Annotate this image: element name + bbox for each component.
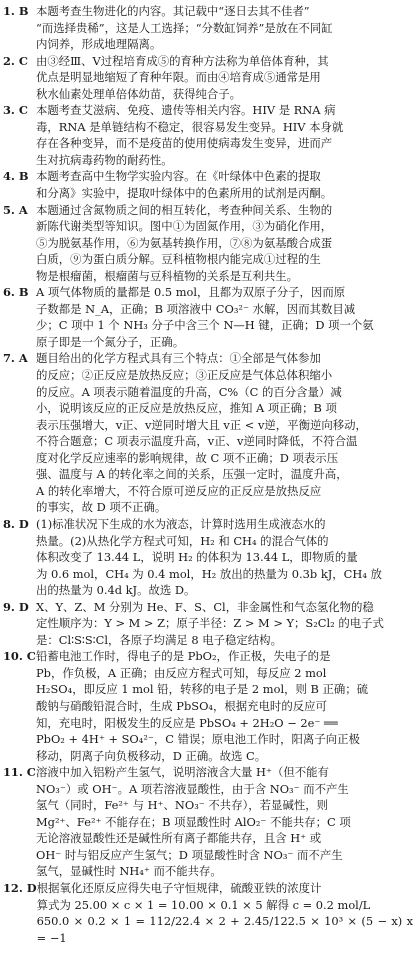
- answer-label: 2. C: [3, 53, 28, 68]
- explanation-line: 知，充电时，阳极发生的反应是 PbSO₄ + 2H₂O − 2e⁻ ══: [36, 715, 338, 730]
- explanation-line: 本题考查生物进化的内容。其记载中“逐日去其不佳者”: [36, 4, 310, 18]
- answer-label: 3. C: [3, 103, 28, 118]
- answer-label: 8. D: [3, 516, 29, 531]
- answer-item: [3, 3, 413, 53]
- explanation-line: (1)标准状况下生成的水为液态，计算时选用生成液态水的: [36, 516, 326, 531]
- explanation-line: 算式为 25.00 × c × 1 = 10.00 × 0.1 × 5 解得 c = 0.2 mol/L: [36, 897, 371, 912]
- answer-explanation: [36, 3, 413, 53]
- explanation-line: 度对化学反应速率的影响规律，故 C 项不正确；D 项表示压: [36, 450, 339, 465]
- explanation-line: 根据氧化还原反应得失电子守恒规律，硫酸亚铁的浓度计: [36, 880, 322, 895]
- explanation-line: 秋水仙素处理单倍体幼苗，获得纯合子。: [36, 86, 242, 101]
- explanation-line: 氢气，显碱性时 NH₄⁺ 而不能共存。: [36, 864, 222, 879]
- explanation-line: 酸钠与硝酸铅混合时，生成 PbSO₄，根据充电时的反应可: [36, 698, 327, 713]
- explanation-line: X、Y、Z、M 分别为 He、F、S、Cl，非金属性和气态氢化物的稳: [36, 599, 374, 614]
- explanation-line: 体积改变了 13.44 L，说明 H₂ 的体积为 13.44 L，即物质的量: [36, 550, 358, 565]
- explanation-line: 的反应。A 项表示随着温度的升高，C%（C 的百分含量）减: [36, 384, 342, 399]
- explanation-line: 少；C 项中 1 个 NH₃ 分子中含三个 N—H 键，正确；D 项一个氨: [36, 318, 374, 333]
- explanation-line: 优点是明显地缩短了育种年限。而由④培育成⑤通常是用: [36, 70, 321, 85]
- answer-item: [3, 168, 413, 201]
- explanation-line: 本题考查高中生物学实验内容。在《叶绿体中色素的提取: [36, 169, 321, 184]
- explanation-line: 毒，RNA 是单链结构不稳定，很容易发生变异。HIV 本身就: [36, 119, 344, 134]
- explanation-line: H₂SO₄，即反应 1 mol 铅，转移的电子是 2 mol，则 B 正确；硫: [36, 682, 369, 697]
- answer-item: [3, 53, 413, 103]
- explanation-line: “而选择贵稀”，这是人工选择；“分数缸饲养”是放在不同缸: [36, 20, 333, 35]
- answer-explanation: [36, 599, 413, 649]
- explanation-line: 表示压强增大，v正、v逆同时增大且 v正 < v逆，平衡逆向移动，: [36, 417, 367, 432]
- explanation-line: 强、温度与 A 的转化率之间的关系，压强一定时，温度升高，: [36, 467, 348, 482]
- answer-item: [3, 350, 413, 515]
- answer-explanation: [36, 102, 413, 168]
- explanation-line: 不符合题意；C 项表示温度升高，v正、v逆同时降低，不符合温: [36, 434, 358, 449]
- answer-label: 9. D: [3, 599, 29, 614]
- answer-item: [3, 516, 413, 599]
- answer-item: [3, 102, 413, 168]
- explanation-line: 由③经Ⅲ、Ⅴ过程培育成⑤的育种方法称为单倍体育种，其: [36, 53, 329, 68]
- answer-explanation: [36, 648, 413, 764]
- explanation-line: NO₃⁻）或 OH⁻。A 项若溶液显酸性，由于含 NO₃⁻ 而不产生: [36, 781, 349, 796]
- explanation-line: 出的热量为 0.4d kJ。故选 D。: [36, 583, 196, 598]
- answer-item: [3, 880, 413, 946]
- explanation-line: A 项气体物质的量都是 0.5 mol，且都为双原子分子，因而原: [36, 285, 346, 300]
- answer-label: 12. D: [3, 880, 37, 895]
- answer-item: [3, 599, 413, 649]
- answer-explanation: [36, 284, 413, 350]
- answer-label: 11. C: [3, 765, 36, 780]
- explanation-line: 的反应；②正反应是放热反应；③正反应是气体总体积缩小: [36, 368, 333, 383]
- explanation-line: 和分离》实验中，提取叶绿体中的色素所用的试剂是丙酮。: [36, 186, 333, 201]
- answer-label: 10. C: [3, 649, 36, 664]
- explanation-line: A 的转化率增大，不符合原可逆反应的正反应是放热反应: [36, 483, 322, 498]
- explanation-line: 存在各种变异，而不是疫苗的使用使病毒发生变异，进而产: [36, 136, 333, 151]
- explanation-line: 内饲养，形成地理隔离。: [36, 37, 162, 52]
- explanation-line: 是：Cl∶S∶S∶Cl，各原子均满足 8 电子稳定结构。: [36, 632, 282, 647]
- explanation-line: 的事实，故 D 项不正确。: [36, 500, 167, 515]
- answer-item: [3, 202, 413, 285]
- explanation-line: 定性顺序为：Y > M > Z；原子半径：Z > M > Y；S₂Cl₂ 的电子式: [36, 616, 384, 631]
- explanation-line: 溶液中加入铝粉产生氢气，说明溶液含大量 H⁺（但不能有: [36, 765, 329, 780]
- explanation-line: PbO₂ + 4H⁺ + SO₄²⁻，C 错误；原电池工作时，阳离子向正极: [36, 732, 360, 747]
- answer-label: 6. B: [3, 285, 29, 300]
- explanation-line: Pb，作负极，A 正确；由反应方程式可知，每反应 2 mol: [36, 665, 327, 680]
- answer-explanation: [36, 168, 413, 201]
- explanation-line: 物是根瘤菌，根瘤菌与豆科植物的关系是互利共生。: [36, 268, 298, 283]
- answer-item: [3, 648, 413, 764]
- answer-explanation: [37, 880, 413, 946]
- explanation-line: OH⁻ 时与铝反应产生氢气；D 项显酸性时含 NO₃⁻ 而不产生: [36, 847, 343, 862]
- answer-explanation: [36, 764, 413, 880]
- explanation-line: 650.0 × 0.2 × 1 = 112/22.4 × 2 + 2.45/122.5 × 10³ × (5 − x) x = −1: [36, 914, 413, 945]
- answer-label: 4. B: [3, 169, 29, 184]
- answer-item: [3, 284, 413, 350]
- explanation-line: 原子即是一个氮分子，正确。: [36, 334, 185, 349]
- answer-label: 7. A: [3, 351, 28, 366]
- explanation-line: 小，说明该反应的正反应是放热反应，推知 A 项正确；B 项: [36, 401, 337, 416]
- explanation-line: 生对抗病毒药物的耐药性。: [36, 152, 173, 167]
- answer-explanation: [36, 516, 413, 599]
- explanation-line: 无论溶液显酸性还是碱性所有离子都能共存，且含 H⁺ 或: [36, 831, 322, 846]
- explanation-line: 为 0.6 mol，CH₄ 为 0.4 mol，H₂ 放出的热量为 0.3b kJ，CH₄ 放: [36, 566, 382, 581]
- explanation-line: 移动，阴离子向负极移动，D 正确。故选 C。: [36, 748, 267, 763]
- answer-label: 5. A: [3, 202, 28, 217]
- answer-explanation: [36, 53, 413, 103]
- explanation-line: 氢气（同时，Fe²⁺ 与 H⁺、NO₃⁻ 不共存），若显碱性，则: [36, 798, 329, 813]
- explanation-line: 题目给出的化学方程式具有三个特点：①全部是气体参加: [36, 351, 321, 366]
- explanation-line: 铅蓄电池工作时，得电子的是 PbO₂，作正极，失电子的是: [36, 649, 331, 664]
- answer-explanation: [36, 350, 413, 515]
- answer-label: 1. B: [3, 4, 29, 18]
- explanation-line: 白质，⑨为蛋白质分解。豆科植物根内能完成①过程的生: [36, 252, 321, 267]
- explanation-line: 子数都是 N_A，正确；B 项溶液中 CO₃²⁻ 水解，因而其数目减: [36, 301, 356, 316]
- explanation-line: 本题通过含氮物质之间的相互转化，考查种间关系、生物的: [36, 202, 333, 217]
- answer-item: [3, 764, 413, 880]
- answer-explanation: [36, 202, 413, 285]
- explanation-line: ⑤为脱氨基作用，⑥为氨基转换作用，⑦⑧为氨基酸合成蛋: [36, 235, 333, 250]
- explanation-line: 本题考查艾滋病、免疫、遗传等相关内容。HIV 是 RNA 病: [36, 103, 336, 118]
- explanation-line: 热量。(2)从热化学方程式可知，H₂ 和 CH₄ 的混合气体的: [36, 533, 329, 548]
- explanation-line: Mg²⁺、Fe²⁺ 不能存在；B 项显酸性时 AlO₂⁻ 不能共存；C 项: [36, 814, 351, 829]
- explanation-line: 新陈代谢类型等知识。图中①为固氮作用，③为硝化作用，: [36, 219, 333, 234]
